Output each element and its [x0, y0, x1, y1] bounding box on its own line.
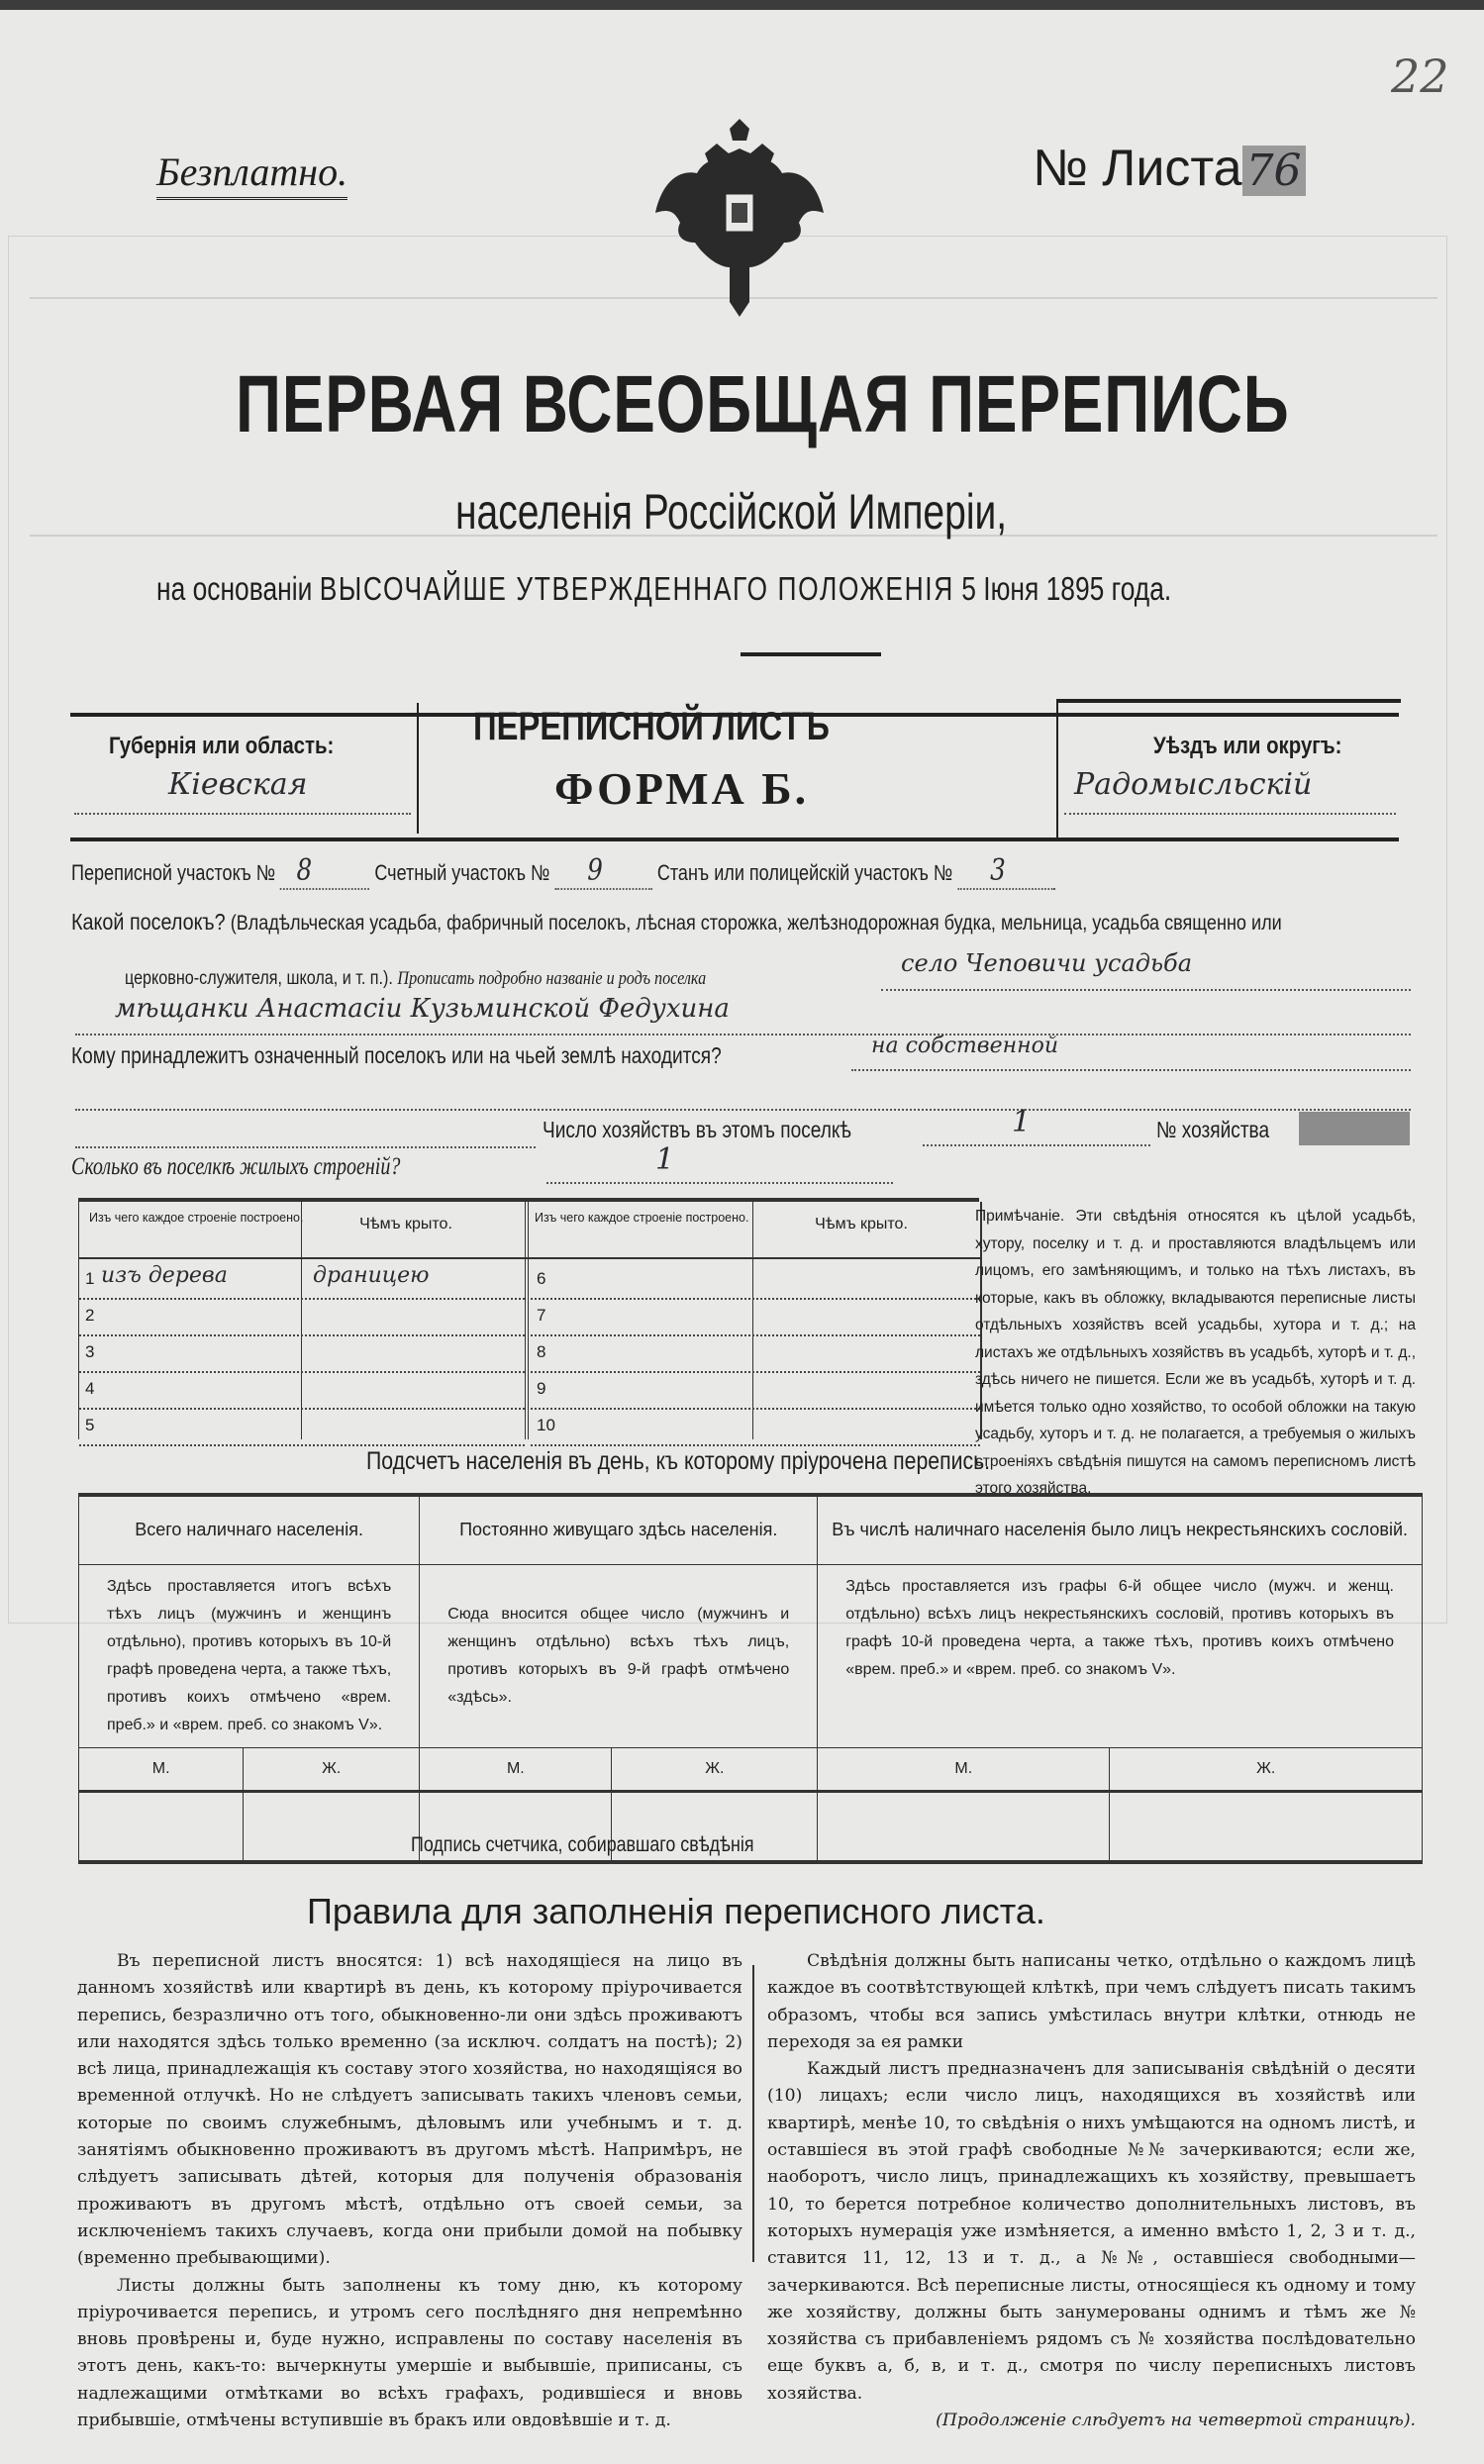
free-label: Безплатно.: [156, 148, 347, 200]
note-text: Эти свѣдѣнія относятся къ цѣлой усадьбѣ, хутору, поселку и т. д. и проставляются владѣльцемъ или лицомъ, его замѣняющимъ, и только на тѣхъ листахъ, въ которые, какъ въ обложку, вкладываются переписные листы отдѣльныхъ хозяйствъ всей усадьбы, хутора и т. д.; на листахъ же отдѣльныхъ хозяйствъ въ усадьбѣ, хуторѣ и т. д., здѣсь ничего не пишется. Если же въ усадьбѣ, хуторѣ и т. д. имѣется только одно хозяйство, то особой обложки на такую усадьбу, хуторъ и т. д. не полагается, а требуемыя о жилыхъ строеніяхъ свѣдѣнія пишутся на самомъ переписномъ листѣ этого хозяйства.: [975, 1208, 1416, 1497]
scan-top-edge: [0, 0, 1484, 10]
buildings-table: [78, 1202, 982, 1439]
population-desc-row: [79, 1564, 1423, 1747]
buildings-value: 1: [655, 1142, 675, 1177]
owner-label: Кому принадлежитъ означенный поселокъ или на чьей землѣ находится?: [71, 1042, 722, 1068]
subtitle-text: населенія Россійской Имперіи,: [455, 484, 1008, 540]
buildings-label: Сколько въ поселкѣ жилыхъ строеній?: [71, 1153, 401, 1180]
count-section-value: 9: [587, 853, 603, 888]
blank-line: [75, 1119, 536, 1148]
household-number-label: № хозяйства: [1156, 1117, 1270, 1142]
desc-total-present: Здѣсь проставляется итогъ всѣхъ тѣхъ лицъ (мужчинъ и женщинъ отдѣльно), противъ которыхъ въ 10-й графѣ проведена черта, а также тѣхъ, противъ коихъ отмѣчено «врем. преб.» и «врем. преб. со знакомъ V».: [79, 1564, 420, 1747]
building-row: [531, 1334, 980, 1373]
building-row: [531, 1371, 980, 1410]
rules-paragraph: Каждый листъ предназначенъ для записыванія свѣдѣній о десяти (10) лицахъ; если число лицъ, находящихся въ хозяйствѣ или квартирѣ, менѣе 10, то свѣдѣнія о нихъ умѣщаются на одномъ листѣ, и оставшіеся въ этой графѣ свободные №№ зачеркиваются; если же, наоборотъ, число лицъ, принадлежащихъ къ хозяйству, превышаетъ 10, то берется потребное количество дополнительныхъ листовъ, въ которыхъ нумерація уже измѣняется, а именно вмѣсто 1, 2, 3 и т. д., ставится 11, 12, 13 и т. д., а №№, оставшіеся свободными—зачеркиваются. Всѣ переписные листы, относящіеся къ одному и тому же хозяйству, должны быть занумерованы однимъ и тѣмъ же № хозяйства съ прибавленіемъ рядомъ съ № хозяйства послѣдовательно еще буквъ а, б, в, и т. д., смотря по числу переписныхъ листовъ хозяйства.: [767, 2059, 1416, 2404]
rules-right-column: [767, 1948, 1416, 2434]
building-row-number: 9: [537, 1379, 546, 1398]
province-value: Кіевская: [168, 767, 308, 802]
settlement-hint-2: церковно-служителя, школа, и т. п.).: [125, 968, 393, 989]
rules-paragraph: Листы должны быть заполнены къ тому дню, къ которому пріурочивается перепись, и утромъ сего послѣдняго дня непремѣнно вновь провѣрены и, буде нужно, исправлены по составу населенія въ этотъ день, какъ-то: вычеркнуты умершіе и выбывшіе, приписаны, съ надлежащими отмѣтками во всѣхъ графахъ, родившіеся и вновь прибывшіе, отмѣчены вступившіе въ бракъ или овдовѣвшіе и т. д.: [77, 2275, 742, 2431]
census-section-value: 8: [296, 853, 313, 888]
building-row-number: 7: [537, 1306, 546, 1325]
male-header: М.: [420, 1747, 612, 1791]
total-male-cell[interactable]: [79, 1791, 244, 1862]
owner-value: на собственной: [871, 1034, 1058, 1058]
settlement-field-line-1[interactable]: [881, 949, 1411, 991]
basis-date: 5 Іюня 1895 года.: [961, 570, 1172, 607]
building-row-number: 5: [85, 1416, 95, 1434]
col-permanent-residents: Постоянно живущаго здѣсь населенія.: [420, 1495, 818, 1564]
owner-field[interactable]: [851, 1034, 1411, 1071]
building-roof-value[interactable]: драницею: [313, 1263, 430, 1288]
building-row-number: 3: [85, 1342, 95, 1361]
rules-paragraph: Свѣдѣнія должны быть написаны четко, отдѣльно о каждомъ лицѣ каждое въ соотвѣтствующей клѣткѣ, при чемъ слѣдуетъ писать такимъ образомъ, чтобы вся запись умѣстилась внутри клѣтки, отнюдь не переходя за ея рамки: [767, 1951, 1416, 2052]
title-divider: [741, 652, 881, 656]
col-roof-header: Чѣмъ крыто.: [815, 1216, 908, 1232]
signature-label: Подпись счетчика, собиравшаго свѣдѣнія: [411, 1833, 754, 1856]
imperial-eagle-emblem: [636, 119, 843, 317]
district-label: Уѣздъ или округъ:: [1153, 733, 1342, 759]
building-row: [79, 1298, 525, 1336]
sheet-number-label: № Листа: [1033, 140, 1242, 197]
census-section-label: Переписной участокъ №: [71, 860, 276, 885]
building-row-number: 10: [537, 1416, 555, 1434]
sheet-title: ПЕРЕПИСНОЙ ЛИСТЪ: [473, 705, 830, 748]
building-row-number: 8: [537, 1342, 546, 1361]
district-field[interactable]: [1064, 767, 1396, 815]
households-value: 1: [1012, 1105, 1032, 1139]
female-header: Ж.: [244, 1747, 420, 1791]
settlement-value-2: мѣщанки Анастасіи Кузьминской Федухина: [115, 994, 730, 1024]
archive-page-number: 22: [1391, 49, 1449, 103]
building-material-value[interactable]: изъ дерева: [101, 1263, 228, 1288]
building-row: [79, 1334, 525, 1373]
building-row: [79, 1371, 525, 1410]
building-row: [531, 1261, 980, 1300]
sheet-number-value: 76: [1242, 146, 1306, 196]
district-value: Радомысльскій: [1074, 767, 1313, 802]
owner-field-line-2[interactable]: [75, 1079, 1411, 1111]
rules-column-divider: [752, 1965, 754, 2262]
police-section-label: Станъ или полицейскій участокъ №: [656, 860, 953, 885]
col-roof-header: Чѣмъ крыто.: [359, 1216, 452, 1232]
male-header: М.: [818, 1747, 1110, 1791]
header-rule: [79, 1257, 980, 1259]
police-section-field[interactable]: [957, 853, 1054, 890]
households-field[interactable]: [923, 1105, 1150, 1146]
desc-non-peasant: Здѣсь проставляется изъ графы 6-й общее число (мужч. и женщ. отдѣльно) всѣхъ лицъ некрестьянскихъ сословій, противъ которыхъ въ графѣ 10-й проведена черта, а также тѣхъ, противъ коихъ отмѣчено «врем. преб.» и «врем. преб. со знакомъ V».: [818, 1564, 1423, 1747]
building-row: [79, 1261, 525, 1300]
note-label: Примѣчаніе.: [975, 1208, 1065, 1225]
settlement-value-1: село Чеповичи усадьба: [901, 949, 1193, 977]
province-field[interactable]: [74, 767, 411, 815]
col-material-header: Изъ чего каждое строеніе построено.: [89, 1211, 304, 1225]
form-title: ФОРМА Б.: [554, 763, 810, 814]
settlement-hint-row-2: [125, 968, 809, 990]
subtitle: [455, 483, 1162, 541]
population-table: [78, 1493, 1423, 1864]
box-divider: [417, 703, 419, 834]
male-header: М.: [79, 1747, 244, 1791]
settlement-question-row: [71, 909, 1479, 936]
settlement-hint: (Владѣльческая усадьба, фабричный поселокъ, лѣсная сторожка, желѣзнодорожная будка, мельница, усадьба священно или: [230, 912, 1282, 935]
count-section-label: Счетный участокъ №: [374, 860, 550, 885]
household-number-field[interactable]: [1299, 1112, 1410, 1145]
building-row-number: 1: [85, 1269, 95, 1288]
building-row-number: 6: [537, 1269, 546, 1288]
total-female-cell[interactable]: [244, 1791, 420, 1862]
female-header: Ж.: [1110, 1747, 1423, 1791]
building-row: [79, 1408, 525, 1446]
sheet-number-field: [1033, 139, 1306, 198]
section-numbers-row: [71, 853, 1271, 890]
province-label: Губернія или область:: [109, 733, 335, 759]
rules-paragraph: Въ переписной листъ вносятся: 1) всѣ находящіеся на лицо въ данномъ хозяйствѣ или квартирѣ въ день, къ которому пріурочивается перепись, безразлично отъ того, обыкновенно-ли они здѣсь проживаютъ или находятся здѣсь только временно (за исключ. солдатъ на постѣ); 2) всѣ лица, принадлежащія къ составу этого хозяйства, но находящіяся во временной отлучкѣ. Но не слѣдуетъ записывать такихъ членовъ семьи, которые по своимъ служебнымъ, дѣловымъ или учебнымъ и т. д. занятіямъ обыкновенно проживаютъ въ другомъ мѣстѣ. Напримѣръ, не слѣдуетъ записывать дѣтей, которыя для полученія образованія проживаютъ въ другомъ мѣстѣ, отдѣльно отъ своей семьи, за исключеніемъ такихъ случаевъ, когда они прибыли домой на побывку (временно пребывающими).: [77, 1951, 742, 2269]
rules-title: Правила для заполненія переписного листа.: [307, 1891, 1045, 1931]
settlement-field-line-2[interactable]: [75, 994, 1411, 1035]
building-row-number: 2: [85, 1306, 95, 1325]
basis-prefix: на основаніи: [156, 570, 313, 607]
col-non-peasant: Въ числѣ наличнаго населенія было лицъ некрестьянскихъ сословій.: [818, 1495, 1423, 1564]
police-section-value: 3: [990, 853, 1006, 888]
non-peasant-male-cell[interactable]: [818, 1791, 1110, 1862]
buildings-field[interactable]: [546, 1142, 893, 1184]
col-total-present: Всего наличнаго населенія.: [79, 1495, 420, 1564]
building-row: [531, 1298, 980, 1336]
count-section-field[interactable]: [554, 853, 651, 890]
basis-caps: ВЫСОЧАЙШЕ УТВЕРЖДЕННАГО ПОЛОЖЕНІЯ: [319, 570, 954, 607]
building-row: [531, 1408, 980, 1446]
households-label: Число хозяйствъ въ этомъ поселкѣ: [543, 1117, 851, 1142]
sex-header-row: [79, 1747, 1423, 1791]
continued-note: (Продолженіе слѣдуетъ на четвертой страницѣ).: [936, 2411, 1416, 2431]
settlement-hint-italic: Прописать подробно названіе и родъ поселка: [397, 968, 707, 989]
page-title: [236, 358, 1484, 451]
population-title-row: [79, 1495, 1423, 1564]
rules-left-column: [77, 1948, 742, 2434]
building-row-number: 4: [85, 1379, 95, 1398]
legal-basis: [156, 570, 1426, 608]
desc-permanent-residents: Сюда вносится общее число (мужчинъ и женщинъ отдѣльно) всѣхъ тѣхъ лицъ, противъ которыхъ въ 9-й графѣ отмѣчено «здѣсь».: [420, 1564, 818, 1747]
settlement-question: Какой поселокъ?: [71, 909, 226, 935]
census-section-field[interactable]: [280, 853, 369, 890]
page-title-text: ПЕРВАЯ ВСЕОБЩАЯ ПЕРЕПИСЬ: [236, 359, 1290, 449]
female-header: Ж.: [612, 1747, 818, 1791]
non-peasant-female-cell[interactable]: [1110, 1791, 1423, 1862]
population-heading: Подсчетъ населенія въ день, къ которому пріурочена перепись.: [366, 1447, 991, 1475]
col-material-header: Изъ чего каждое строеніе построено.: [535, 1211, 749, 1225]
